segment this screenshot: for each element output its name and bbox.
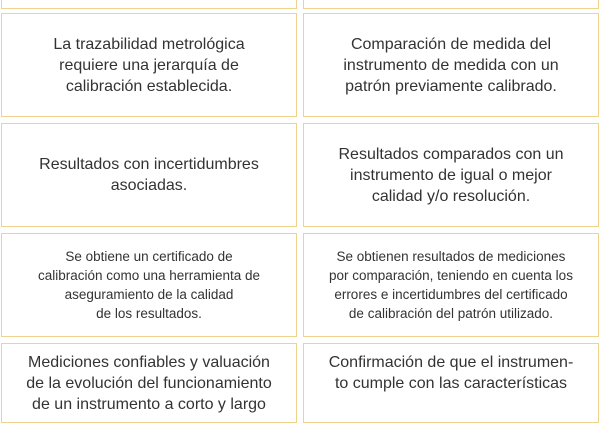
card-left-row-4 [1,343,297,423]
card-left-row-3 [1,233,297,337]
card-left-row-1-text: La trazabilidad metrológica requiere una jerarquía de calibración establecida. [53,35,245,95]
card-right-row-2-text: Resultados comparados con un instrumento de igual o mejor calidad y/o resolución. [338,145,564,205]
card-right-row-4-text: Confirmación de que el instrumen- to cumple con las características [328,354,574,392]
card-right-row-0 [303,0,599,9]
card-left-row-2 [1,123,297,227]
card-right-row-3 [303,233,599,337]
card-right-row-1 [303,13,599,117]
card-left-row-1 [1,13,297,117]
card-left-row-4-text: Mediciones confiables y valuación de la evolución del funcionamiento de un instrumento a corto y largo [26,354,272,413]
card-left-row-3-text: Se obtiene un certificado de calibración como una herramienta de aseguramiento de la calidad de los resultados. [37,249,261,321]
card-right-row-3-text: Se obtienen resultados de mediciones por comparación, teniendo en cuenta los errores e incertidumbres del certificado de calibración del patrón utilizado. [329,249,573,321]
card-right-row-1-text: Comparación de medida del instrumento de medida con un patrón previamente calibrado. [343,35,559,95]
card-left-row-2-text: Resultados con incertidumbres asociadas. [39,156,259,194]
card-right-row-2 [303,123,599,227]
card-left-row-0 [1,0,297,9]
card-right-row-4 [303,343,599,423]
